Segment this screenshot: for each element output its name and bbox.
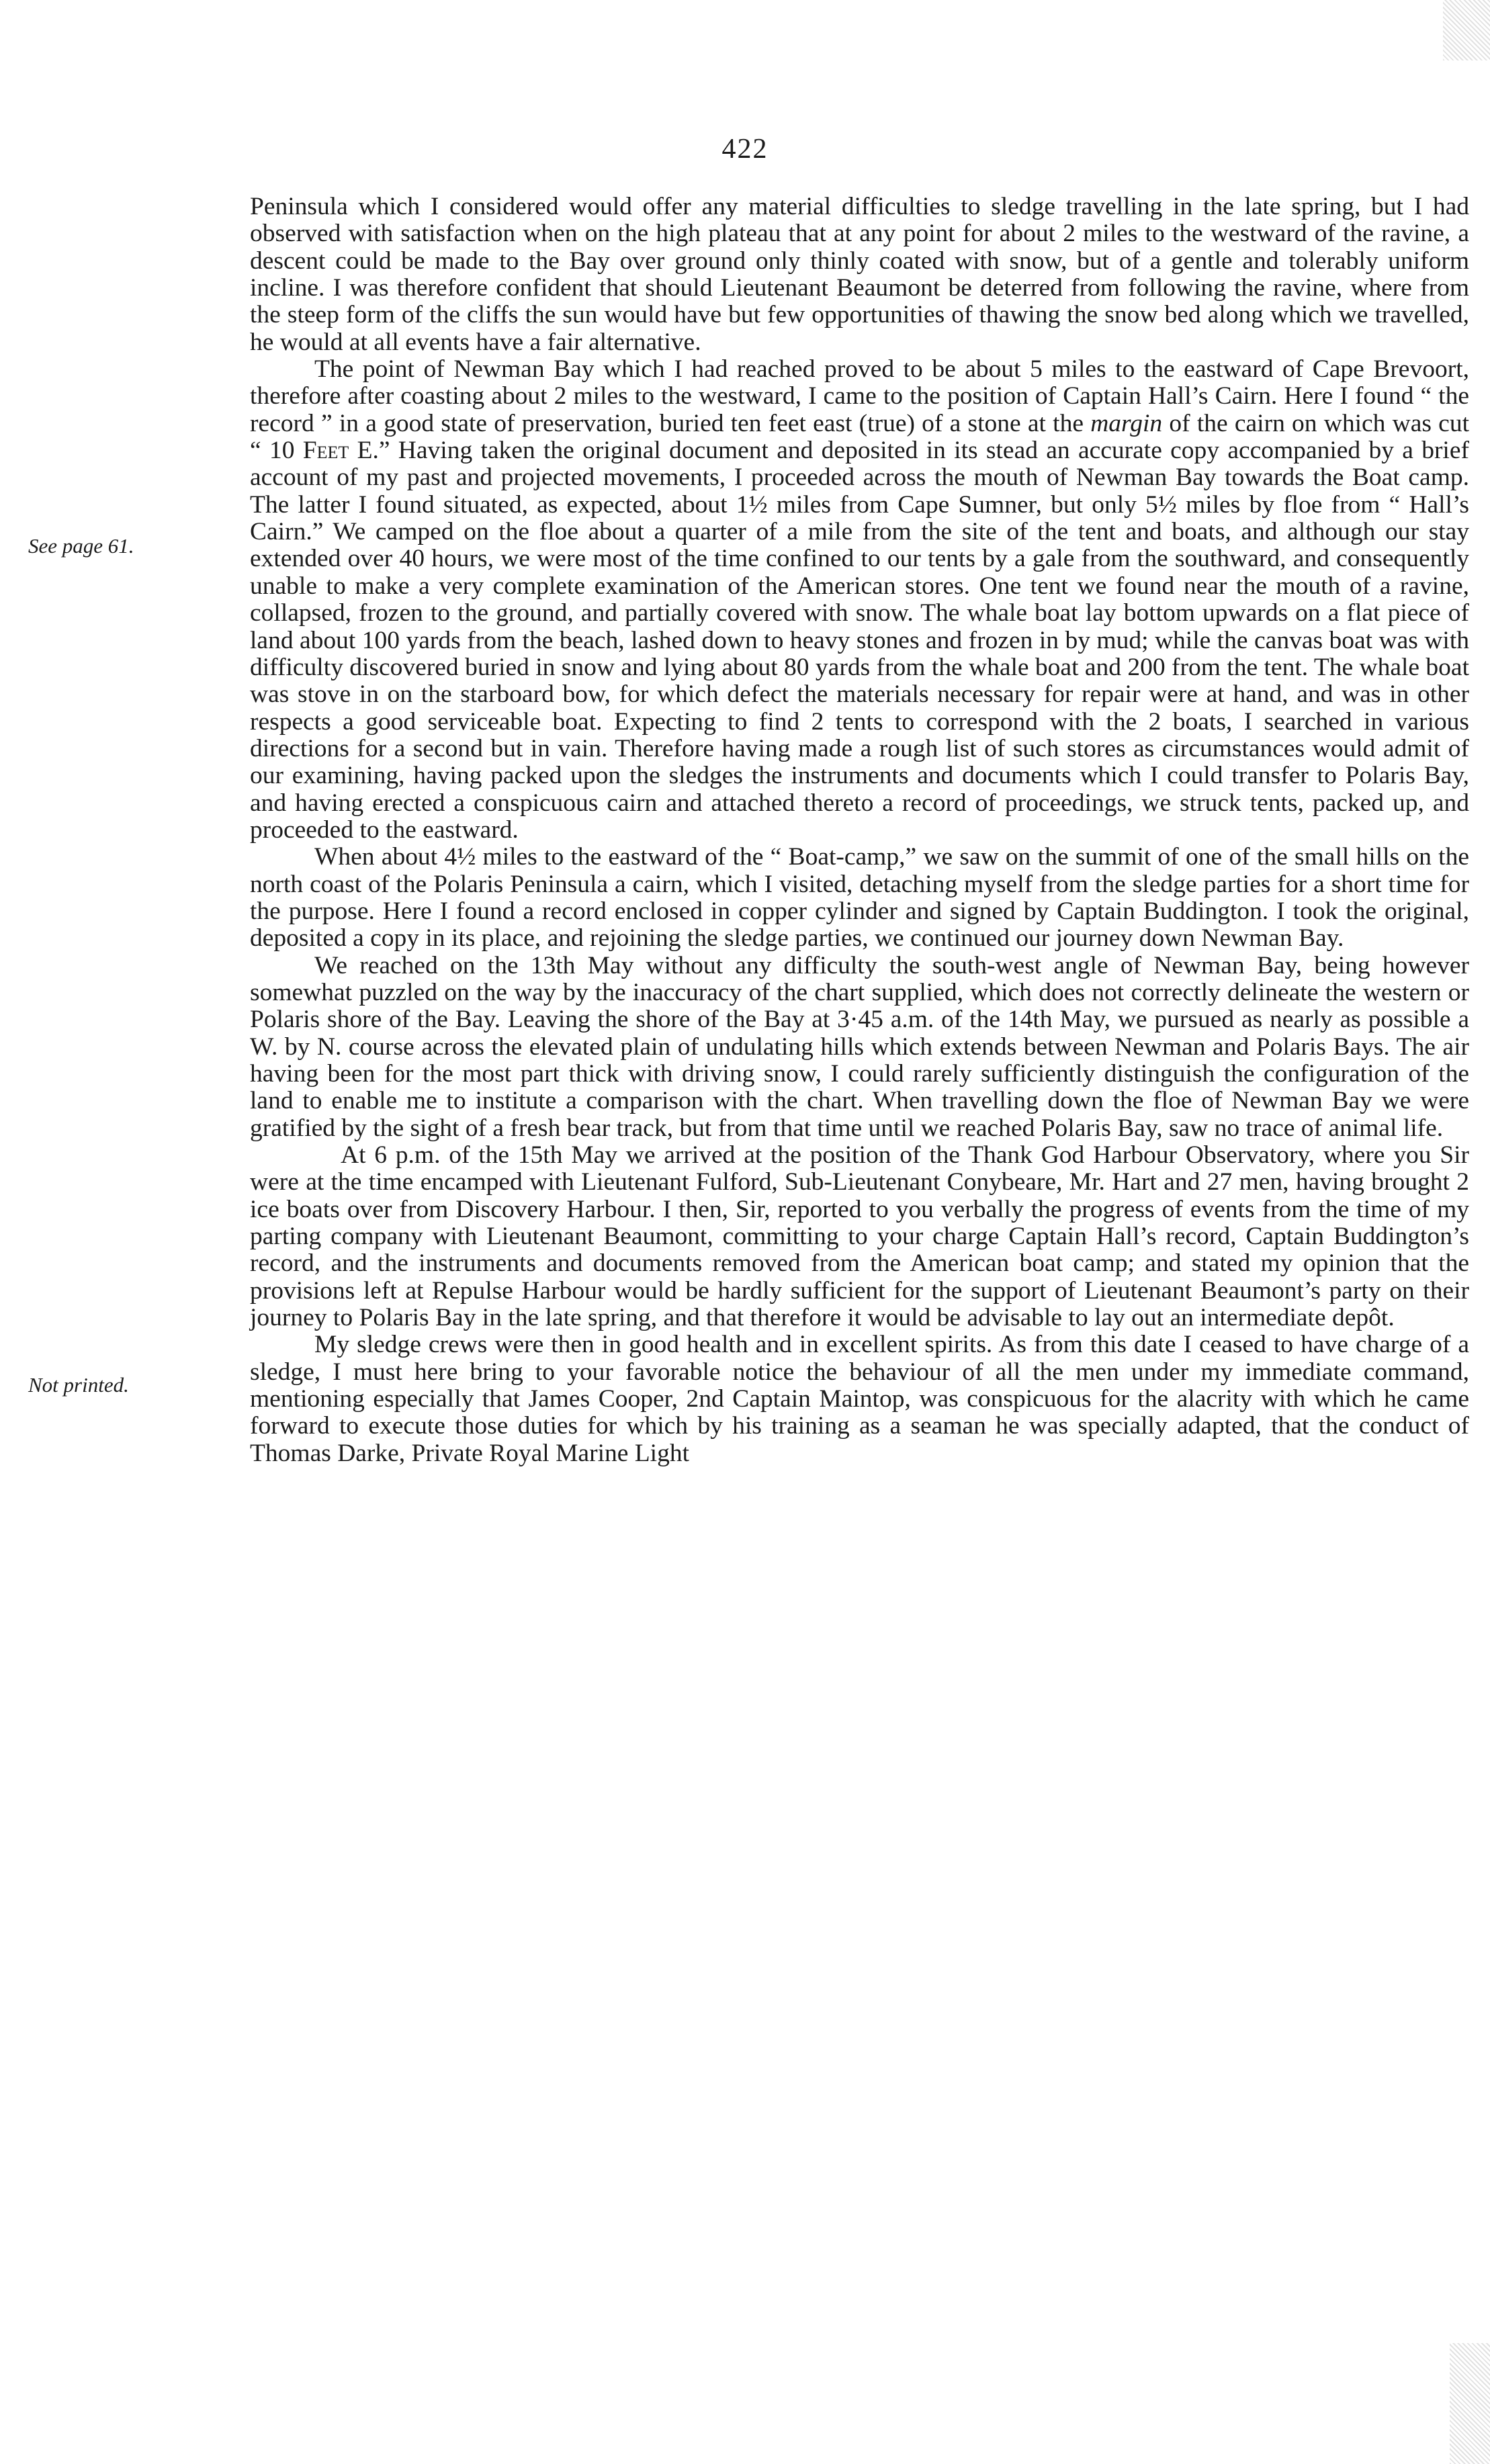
margin-note-not-printed: Not printed. [28,1373,129,1397]
paragraph [250,356,1469,844]
paragraph [250,1142,1469,1331]
paragraph-text: When about 4½ miles to the eastward of the “ Boat-camp,” we saw on the summit of one of the small hills on the north coast of the Polaris Peninsula a cairn, which I visited, detaching myself from the sledge parties for a short time for the purpose. Here I found a record enclosed in copper cylinder and signed by Captain Buddington. I took the original, deposited a copy in its place, and rejoining the sledge parties, we continued our journey down Newman Bay. [250,843,1469,953]
paragraph [250,844,1469,952]
paragraph-text: Peninsula which I considered would offer any material difficulties to sledge travelling in the late spring, but I had observed with satisfaction when on the high plateau that at any point for about 2 miles to the westward of the ravine, a descent could be made to the Bay over ground only thinly coated with snow, but of a gentle and tolerably uniform incline. I was therefore confident that should Lieutenant Beaumont be deterred from following the ravine, where from the steep form of the cliffs the sun would have but few opportunities of thawing the snow bed along which we travelled, he would at all events have a fair alternative. [250,193,1469,356]
document-body [250,193,1469,1467]
margin-note-see-page: See page 61. [28,534,134,558]
scan-noise-top [1443,0,1490,60]
paragraph [250,193,1469,356]
page-number: 422 [721,134,769,165]
paragraph-text: My sledge crews were then in good health and in excellent spirits. As from this date I ceased to have charge of a sledge, I must here bring to your favorable notice the behaviour of all the men under my immediate command, mentioning especially that James Cooper, 2nd Captain Maintop, was conspicuous for the alacrity with which he came forward to execute those duties for which by his training as a seaman he was specially adapted, that the conduct of Thomas Darke, Private Royal Marine Light [250,1331,1469,1467]
paragraph-text: We reached on the 13th May without any difficulty the south-west angle of Newman Bay, being however somewhat puzzled on the way by the inaccuracy of the chart supplied, which does not correctly delineate the western or Polaris shore of the Bay. Leaving the shore of the Bay at 3·45 a.m. of the 14th May, we pursued as nearly as possible a W. by N. course across the elevated plain of undulating hills which extends between Newman and Polaris Bays. The air having been for the most part thick with driving snow, I could rarely sufficiently distinguish the configuration of the land to enable me to institute a comparison with the chart. When travelling down the floe of Newman Bay we were gratified by the sight of a fresh bear track, but from that time until we reached Polaris Bay, saw no trace of animal life. [250,951,1469,1142]
paragraph-text: The point of Newman Bay which I had reached proved to be about 5 miles to the eastward of Cape Brevoort, therefore after coasting about 2 miles to the westward, I came to the position of Captain Hall’s Cairn. Here I found “ the record ” in a good state of preservation, buried ten feet east (true) of a stone at the [250,355,1469,437]
paragraph [250,1331,1469,1467]
paragraph-text: E.” Having taken the original document and deposited in its stead an accurate copy accompanied by a brief account of my past and projected movements, I proceeded across the mouth of Newman Bay towards the Boat camp. The latter I found situated, as expected, about 1½ miles from Cape Sumner, but only 5½ miles by floe from “ Hall’s Cairn.” We camped on the floe about a quarter of a mile from the site of the tent and boats, and although our stay extended over 40 hours, we were most of the time confined to our tents by a gale from the southward, and consequently unable to make a very complete examination of the American stores. One tent we found near the mouth of a ravine, collapsed, frozen to the ground, and partially covered with snow. The whale boat lay bottom upwards on a flat piece of land about 100 yards from the beach, lashed down to heavy stones and frozen in by mud; while the canvas boat was with difficulty discovered buried in snow and lying about 80 yards from the whale boat and 200 from the tent. The whale boat was stove in on the starboard bow, for which defect the materials necessary for repair were at hand, and was in other respects a good serviceable boat. Expecting to find 2 tents to correspond with the 2 boats, I searched in various directions for a second but in vain. Therefore having made a rough list of such stores as circumstances would admit of our examining, having packed upon the sledges the instruments and documents which I could transfer to Polaris Bay, and having erected a conspicuous cairn and attached thereto a record of proceedings, we struck tents, packed up, and proceeded to the eastward. [250,437,1469,844]
paragraph-text: of the cairn on which was cut “ 10 [250,409,1469,465]
paragraph [250,953,1469,1142]
italic-term: margin [1090,409,1163,437]
scan-noise-bottom [1450,2343,1490,2464]
small-caps-term: Feet [302,437,349,465]
paragraph-text: At 6 p.m. of the 15th May we arrived at the position of the Thank God Harbour Observatory, where you Sir were at the time encamped with Lieutenant Fulford, Sub-Lieutenant Conybeare, Mr. Hart and 27 men, having brought 2 ice boats over from Discovery Harbour. I then, Sir, reported to you verbally the progress of events from the time of my parting company with Lieutenant Beaumont, committing to your charge Captain Hall’s record, Captain Buddington’s record, and the instruments and documents removed from the American boat camp; and stated my opinion that the provisions left at Repulse Harbour would be hardly sufficient for the support of Lieutenant Beaumont’s party on their journey to Polaris Bay in the late spring, and that therefore it would be advisable to lay out an intermediate depôt. [250,1141,1469,1332]
